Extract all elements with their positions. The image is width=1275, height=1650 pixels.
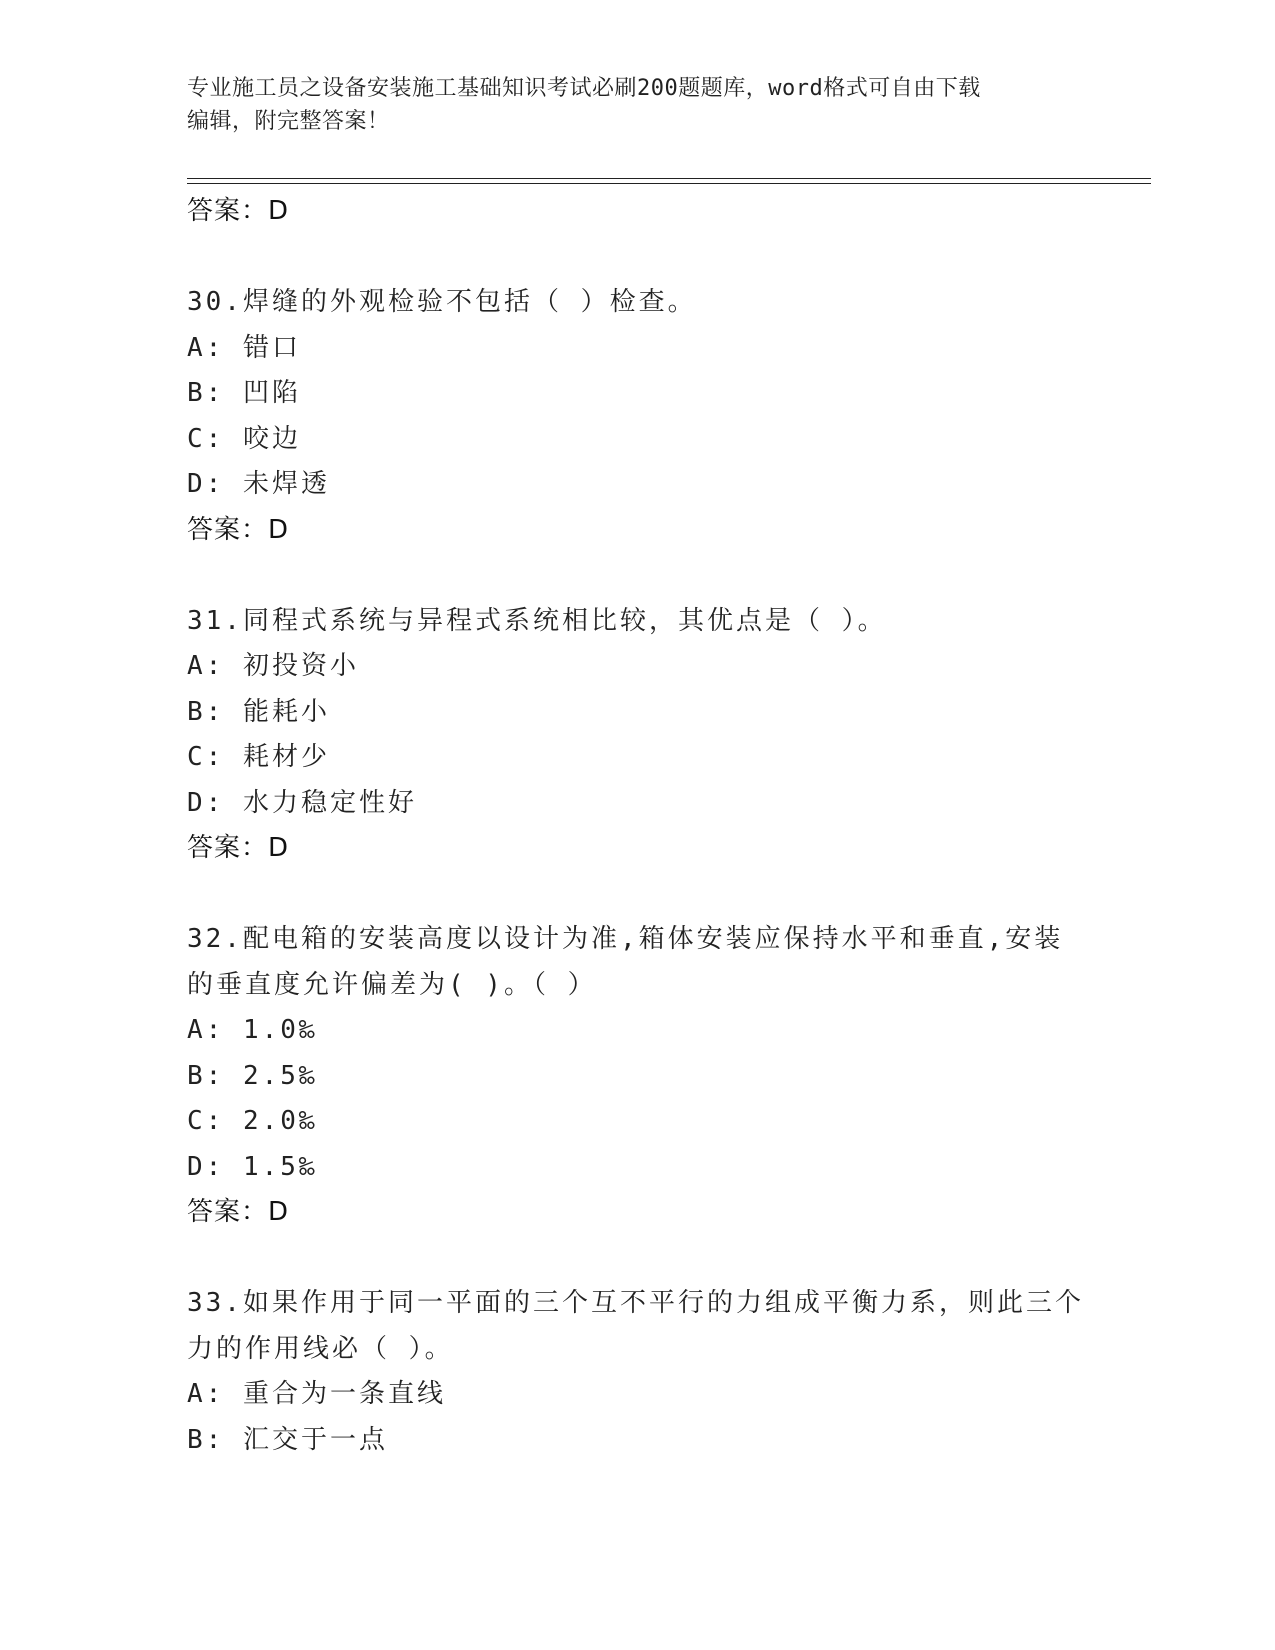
option-b: B: 凹陷 bbox=[187, 378, 301, 408]
header-divider-bottom bbox=[187, 183, 1151, 184]
answer-line: 答案：D bbox=[187, 833, 290, 863]
spacer bbox=[187, 234, 1087, 280]
option-a: A: 1.0‰ bbox=[187, 1015, 318, 1045]
option-b: B: 能耗小 bbox=[187, 696, 330, 727]
option-a: A: 重合为一条直线 bbox=[187, 1379, 446, 1409]
question-block bbox=[187, 1281, 1087, 1463]
question-block bbox=[187, 599, 1087, 872]
option-d: D: 水力稳定性好 bbox=[187, 787, 417, 818]
question-text: 31.同程式系统与异程式系统相比较，其优点是（ ）。 bbox=[187, 605, 887, 636]
question-text: 30.焊缝的外观检验不包括（ ）检查。 bbox=[187, 287, 697, 317]
question-block bbox=[187, 280, 1087, 553]
question-text: 32.配电箱的安装高度以设计为准,箱体安装应保持水平和垂直,安装的垂直度允许偏差为( )。（ ） bbox=[187, 924, 1064, 1000]
option-b: B: 汇交于一点 bbox=[187, 1424, 388, 1455]
option-b: B: 2.5‰ bbox=[187, 1060, 318, 1091]
answer-line: 答案：D bbox=[187, 1197, 290, 1227]
option-c: C: 耗材少 bbox=[187, 742, 330, 772]
document-header bbox=[187, 72, 1087, 138]
spacer bbox=[187, 553, 1087, 599]
option-c: C: 咬边 bbox=[187, 423, 301, 454]
question-block bbox=[187, 917, 1087, 1235]
document-body bbox=[187, 189, 1087, 1463]
answer-line: 答案：D bbox=[187, 514, 290, 545]
header-line-2: 编辑，附完整答案！ bbox=[187, 109, 390, 134]
header-divider-top bbox=[187, 178, 1151, 179]
question-text: 33.如果作用于同一平面的三个互不平行的力组成平衡力系，则此三个力的作用线必（ ）。 bbox=[187, 1288, 1084, 1364]
header-line-1: 专业施工员之设备安装施工基础知识考试必刷200题题库，word格式可自由下载 bbox=[187, 76, 981, 101]
spacer bbox=[187, 871, 1087, 917]
answer-line: 答案：D bbox=[187, 196, 290, 226]
option-d: D: 1.5‰ bbox=[187, 1151, 318, 1182]
spacer bbox=[187, 1235, 1087, 1281]
option-a: A: 初投资小 bbox=[187, 651, 359, 681]
option-a: A: 错口 bbox=[187, 332, 301, 363]
option-c: C: 2.0‰ bbox=[187, 1106, 318, 1136]
option-d: D: 未焊透 bbox=[187, 469, 330, 499]
